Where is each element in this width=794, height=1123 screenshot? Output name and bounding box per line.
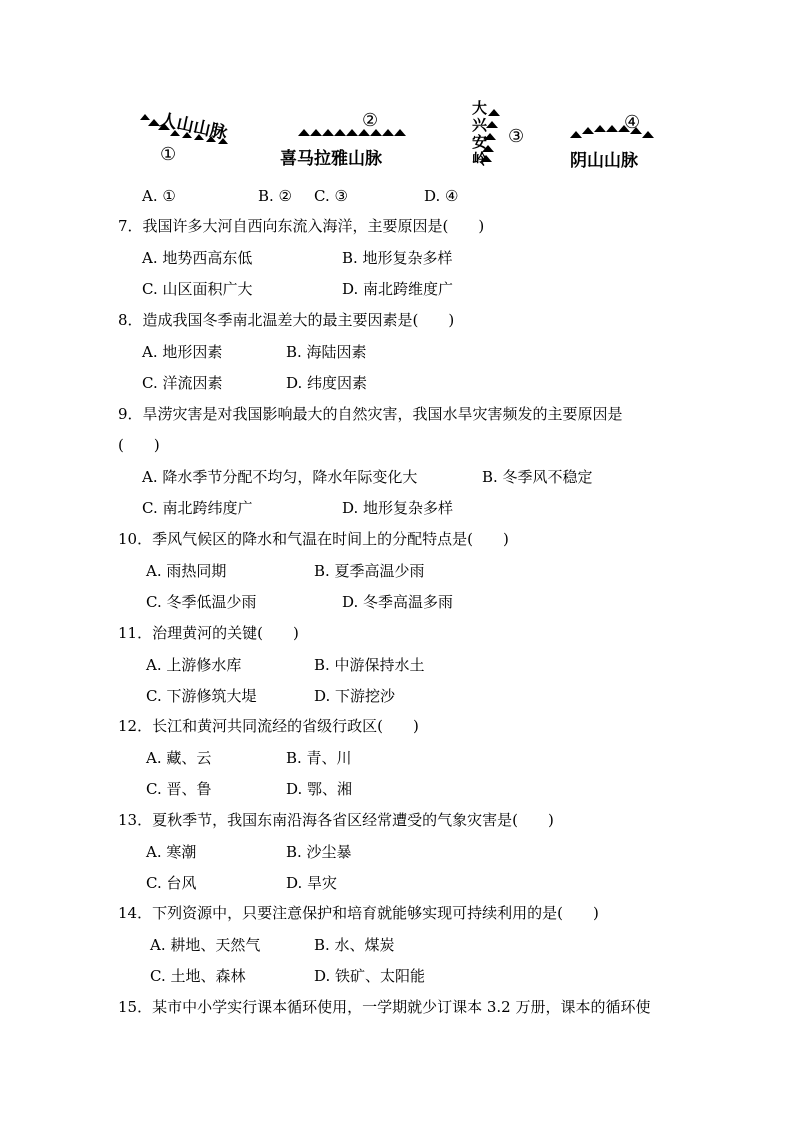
map2-number: ②	[362, 110, 379, 131]
map1-number: ①	[160, 144, 177, 165]
q11-option-b: B. 中游保持水土	[314, 656, 425, 674]
q12-option-d: D. 鄂、湘	[286, 780, 353, 798]
q13-option-a: A. 寒潮	[146, 843, 197, 861]
q8-option-b: B. 海陆因素	[286, 343, 367, 361]
q15-stem: 15．某市中小学实行课本循环使用，一学期就少订课本 3.2 万册，课本的循环使	[118, 998, 651, 1016]
q9-stem: 9．旱涝灾害是对我国影响最大的自然灾害，我国水旱灾害频发的主要原因是	[118, 405, 623, 423]
q13-option-d: D. 旱灾	[286, 874, 338, 892]
q7-option-a: A. 地势西高东低	[142, 249, 253, 267]
q9-option-a: A. 降水季节分配不均匀，降水年际变化大	[142, 468, 418, 486]
q8-option-c: C. 洋流因素	[142, 374, 223, 392]
q7-option-c: C. 山区面积广大	[142, 280, 253, 298]
q9-stem-cont: ( )	[118, 436, 160, 454]
q10-option-c: C. 冬季低温少雨	[146, 593, 257, 611]
q10-stem: 10．季风气候区的降水和气温在时间上的分配特点是( )	[118, 530, 509, 548]
q9-option-b: B. 冬季风不稳定	[482, 468, 593, 486]
q11-stem: 11．治理黄河的关键( )	[118, 624, 299, 642]
q8-option-a: A. 地形因素	[142, 343, 223, 361]
q6-option-d: D. ④	[424, 187, 459, 205]
q11-option-d: D. 下游挖沙	[314, 687, 396, 705]
q14-option-d: D. 铁矿、太阳能	[314, 967, 426, 985]
q12-option-a: A. 藏、云	[146, 749, 212, 767]
q14-option-a: A. 耕地、天然气	[150, 936, 261, 954]
q10-option-d: D. 冬季高温多雨	[342, 593, 454, 611]
map2-name: 喜马拉雅山脉	[280, 149, 382, 169]
q7-option-b: B. 地形复杂多样	[342, 249, 453, 267]
q13-option-b: B. 沙尘暴	[286, 843, 352, 861]
map4-name: 阴山山脉	[570, 151, 638, 171]
map4-number: ④	[624, 112, 641, 133]
q6-option-a: A. ①	[142, 187, 176, 205]
q12-option-b: B. 青、川	[286, 749, 352, 767]
q8-option-d: D. 纬度因素	[286, 374, 368, 392]
q9-option-c: C. 南北跨纬度广	[142, 499, 253, 517]
q14-option-c: C. 土地、森林	[150, 967, 246, 985]
q12-stem: 12．长江和黄河共同流经的省级行政区( )	[118, 717, 419, 735]
q12-option-c: C. 晋、鲁	[146, 780, 212, 798]
map3-name: 大兴安岭	[472, 99, 488, 168]
q14-option-b: B. 水、煤炭	[314, 936, 395, 954]
map3-number: ③	[508, 126, 525, 147]
q14-stem: 14．下列资源中，只要注意保护和培育就能够实现可持续利用的是( )	[118, 904, 599, 922]
q10-option-b: B. 夏季高温少雨	[314, 562, 425, 580]
q7-option-d: D. 南北跨维度广	[342, 280, 454, 298]
mountain-figure	[130, 100, 670, 180]
q13-stem: 13．夏秋季节，我国东南沿海各省区经常遭受的气象灾害是( )	[118, 811, 554, 829]
q6-option-b: B. ②	[258, 187, 293, 205]
q8-stem: 8．造成我国冬季南北温差大的最主要因素是( )	[118, 311, 455, 329]
q13-option-c: C. 台风	[146, 874, 197, 892]
q9-option-d: D. 地形复杂多样	[342, 499, 454, 517]
q6-option-c: C. ③	[314, 187, 348, 205]
q10-option-a: A. 雨热同期	[146, 562, 227, 580]
map1-name: 人山山脉	[158, 110, 229, 144]
q7-stem: 7．我国许多大河自西向东流入海洋，主要原因是( )	[118, 217, 485, 235]
q11-option-a: A. 上游修水库	[146, 656, 242, 674]
q11-option-c: C. 下游修筑大堤	[146, 687, 257, 705]
